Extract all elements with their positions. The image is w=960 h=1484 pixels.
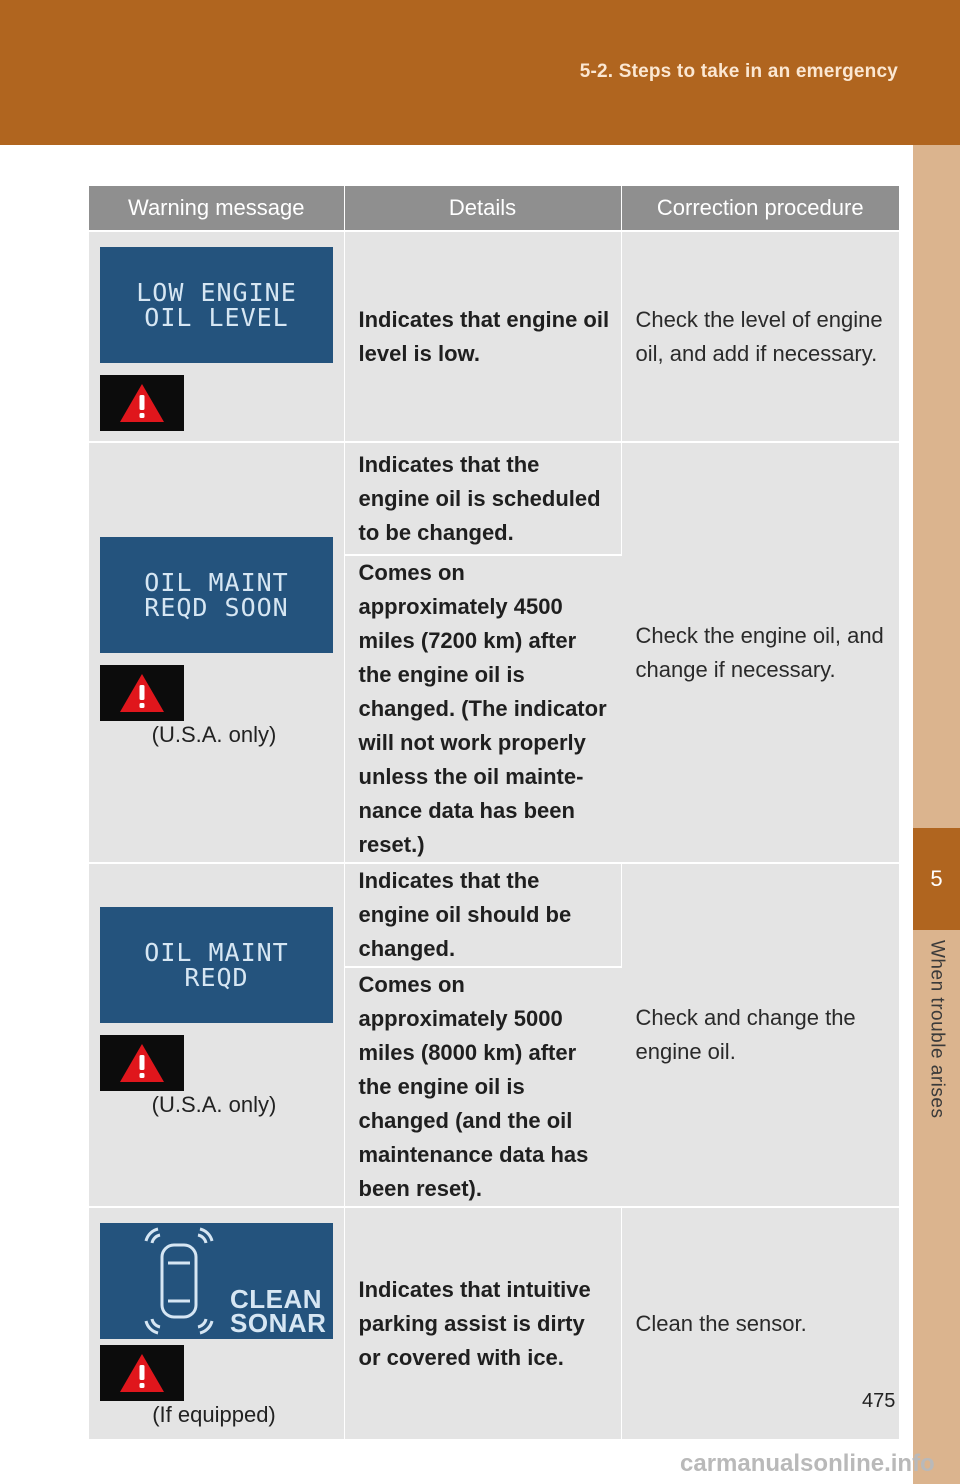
chapter-number-tab[interactable]	[913, 828, 960, 930]
table-row	[89, 1207, 899, 1439]
oil-maint-reqd-soon-display	[100, 537, 333, 653]
side-tab-strip	[913, 145, 960, 1484]
correction-cell: Clean the sensor.	[621, 1207, 899, 1439]
display-line: SONAR	[230, 1308, 327, 1338]
details-cell: Indicates that the engine oil should be changed.	[344, 863, 621, 967]
table-row	[89, 863, 899, 967]
details-cell: Comes on approximately 5000 miles (8000 km) after the engine oil is changed (and the oil maintenance data has been reset).	[344, 967, 621, 1207]
table-header-row	[89, 186, 899, 231]
table-row	[89, 442, 899, 555]
display-line: OIL MAINT	[144, 568, 289, 597]
display-line: CLEAN	[230, 1284, 323, 1314]
warning-message-cell	[89, 863, 344, 1207]
watermark: carmanualsonline.info	[680, 1450, 935, 1477]
correction-cell: Check the engine oil, and change if necessary.	[621, 442, 899, 863]
master-warning-icon	[100, 375, 184, 431]
details-cell: Indicates that intuitive parking assist is dirty or covered with ice.	[344, 1207, 621, 1439]
equipment-note: (If equipped)	[152, 1402, 276, 1427]
master-warning-icon	[100, 665, 184, 721]
warning-message-cell	[89, 231, 344, 442]
page-number: 475	[862, 1390, 896, 1412]
chapter-title: When trouble arises	[926, 940, 948, 1119]
header-details: Details	[344, 186, 621, 231]
details-cell: Comes on approximately 4500 miles (7200 km) after the engine oil is changed. (The indicator will not work properly unless the oil mainte-nance data has been reset.)	[344, 555, 621, 863]
display-line: REQD	[184, 963, 249, 992]
correction-cell: Check and change the engine oil.	[621, 863, 899, 1207]
region-note: (U.S.A. only)	[151, 722, 277, 747]
oil-maint-reqd-display	[100, 907, 333, 1023]
low-engine-oil-level-display	[100, 247, 333, 363]
display-line: LOW ENGINE	[136, 278, 297, 307]
display-line: REQD SOON	[144, 593, 289, 622]
region-note: (U.S.A. only)	[151, 1092, 277, 1117]
display-line: OIL LEVEL	[144, 303, 289, 332]
details-cell: Indicates that the engine oil is scheduled to be changed.	[344, 442, 621, 555]
master-warning-icon	[100, 1035, 184, 1091]
warning-message-cell	[89, 442, 344, 863]
details-cell: Indicates that engine oil level is low.	[344, 231, 621, 442]
section-title: 5-2. Steps to take in an emergency	[579, 61, 898, 82]
header-warning-message: Warning message	[89, 186, 344, 231]
chapter-number: 5	[930, 866, 943, 891]
warning-message-cell	[89, 1207, 344, 1439]
display-line: OIL MAINT	[144, 938, 289, 967]
correction-cell: Check the level of engine oil, and add if necessary.	[621, 231, 899, 442]
master-warning-icon	[100, 1345, 184, 1401]
header-correction-procedure: Correction procedure	[621, 186, 899, 231]
table-row	[89, 231, 899, 442]
clean-sonar-display	[100, 1223, 333, 1339]
warning-message-table	[89, 186, 899, 1439]
